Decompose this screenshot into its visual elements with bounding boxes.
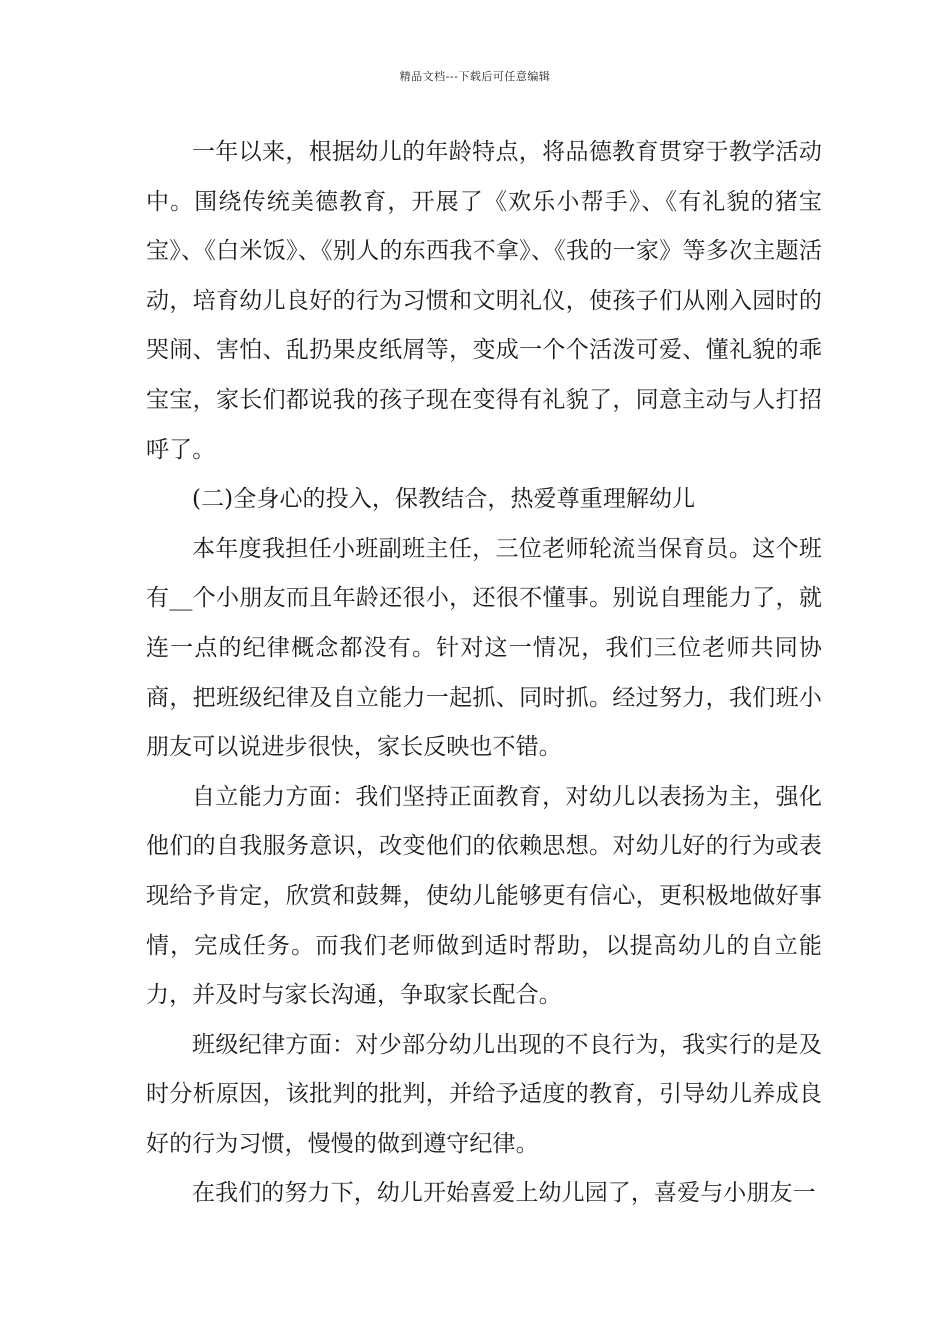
paragraph-moral-education: 一年以来，根据幼儿的年龄特点，将品德教育贯穿于教学活动中。围绕传统美德教育，开展了《欢乐小帮手》、《有礼貌的猪宝宝》、《白米饭》、《别人的东西我不拿》、《我的一家》等多次主题活动，培育幼儿良好的行为习惯和文明礼仪，使孩子们从刚入园时的哭闹、害怕、乱扔果皮纸屑等，变成一个个活泼可爱、懂礼貌的乖宝宝，家长们都说我的孩子现在变得有礼貌了，同意主动与人打招呼了。 [146,139,822,463]
paragraph-class-role: 本年度我担任小班副班主任，三位老师轮流当保育员。这个班有__个小朋友而且年龄还很小，还很不懂事。别说自理能力了，就连一点的纪律概念都没有。针对这一情况，我们三位老师共同协商，把班级纪律及自立能力一起抓、同时抓。经过努力，我们班小朋友可以说进步很快，家长反映也不错。 [146,535,822,761]
page-header: 精品文档---下载后可任意编辑 [399,70,551,83]
document-body [146,128,822,1219]
paragraph-class-discipline: 班级纪律方面：对少部分幼儿出现的不良行为，我实行的是及时分析原因，该批判的批判，并给予适度的教育，引导幼儿养成良好的行为习惯，慢慢的做到遵守纪律。 [146,1031,822,1157]
section-heading: (二)全身心的投入，保教结合，热爱尊重理解幼儿 [192,486,696,513]
paragraph-results: 在我们的努力下，幼儿开始喜爱上幼儿园了，喜爱与小朋友一 [192,1180,816,1207]
paragraph-self-reliance: 自立能力方面：我们坚持正面教育，对幼儿以表扬为主，强化他们的自我服务意识，改变他们的依赖思想。对幼儿好的行为或表现给予肯定，欣赏和鼓舞，使幼儿能够更有信心，更积极地做好事情，完成任务。而我们老师做到适时帮助，以提高幼儿的自立能力，并及时与家长沟通，争取家长配合。 [146,783,822,1009]
